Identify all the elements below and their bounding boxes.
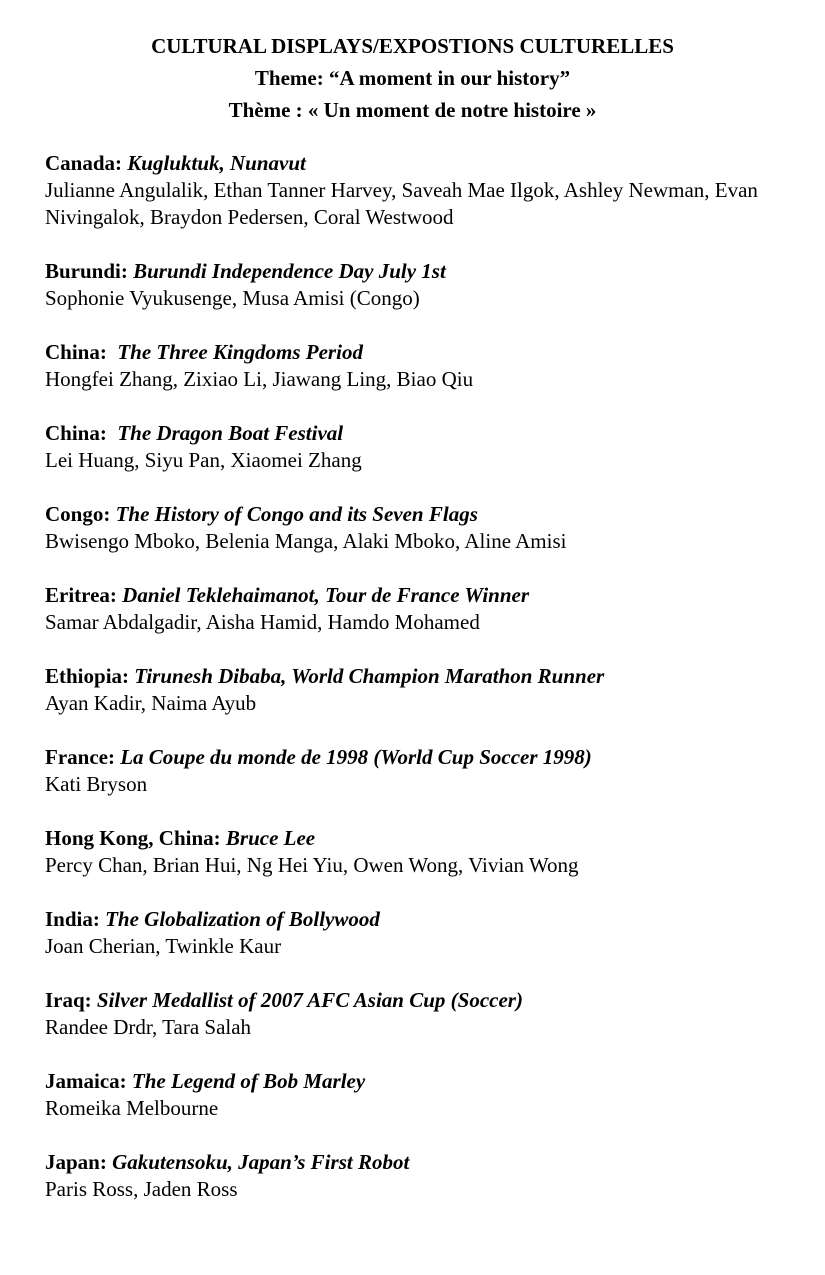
display-entry: [45, 663, 815, 717]
display-entry: [45, 906, 815, 960]
entry-country: Congo:: [45, 502, 116, 526]
display-entry: [45, 420, 815, 474]
page-header: [0, 30, 825, 126]
entry-participants: Sophonie Vyukusenge, Musa Amisi (Congo): [45, 286, 420, 310]
display-entry: [45, 825, 815, 879]
entry-topic: Bruce Lee: [225, 826, 316, 850]
entry-participants: Joan Cherian, Twinkle Kaur: [45, 934, 282, 958]
entry-participants: Romeika Melbourne: [45, 1096, 219, 1120]
display-entry: [45, 258, 815, 312]
entry-heading: [45, 339, 815, 366]
entry-topic: Silver Medallist of 2007 AFC Asian Cup (Soccer): [96, 988, 523, 1012]
page-title: CULTURAL DISPLAYS/EXPOSTIONS CULTURELLES: [151, 34, 674, 58]
entry-heading: [45, 258, 815, 285]
display-entry: [45, 501, 815, 555]
entry-topic: The Legend of Bob Marley: [131, 1069, 366, 1093]
display-entry: [45, 150, 815, 231]
entry-topic: Daniel Teklehaimanot, Tour de France Winner: [122, 583, 530, 607]
entry-topic: Gakutensoku, Japan’s First Robot: [112, 1150, 410, 1174]
entry-topic: Kugluktuk, Nunavut: [127, 151, 306, 175]
entry-heading: [45, 987, 815, 1014]
entry-participants: Ayan Kadir, Naima Ayub: [45, 691, 257, 715]
entry-heading: [45, 744, 815, 771]
entry-participants: Julianne Angulalik, Ethan Tanner Harvey, Saveah Mae Ilgok, Ashley Newman, Evan Nivingalok, Braydon Pedersen, Coral Westwood: [45, 178, 758, 229]
entry-heading: [45, 501, 815, 528]
entry-participants: Bwisengo Mboko, Belenia Manga, Alaki Mboko, Aline Amisi: [45, 529, 567, 553]
entry-participants: Samar Abdalgadir, Aisha Hamid, Hamdo Mohamed: [45, 610, 480, 634]
entry-country: India:: [45, 907, 106, 931]
entry-participants: Hongfei Zhang, Zixiao Li, Jiawang Ling, Biao Qiu: [45, 367, 474, 391]
entry-heading: [45, 663, 815, 690]
entry-topic: The Globalization of Bollywood: [105, 907, 380, 931]
entry-heading: [45, 825, 815, 852]
entry-topic: Burundi Independence Day July 1st: [133, 259, 446, 283]
entry-country: Canada:: [45, 151, 128, 175]
display-entry: [45, 1068, 815, 1122]
entry-country: Japan:: [45, 1150, 113, 1174]
display-entry: [45, 987, 815, 1041]
entry-country: Ethiopia:: [45, 664, 135, 688]
entry-country: Eritrea:: [45, 583, 123, 607]
display-list: [45, 150, 815, 1230]
entry-participants: Paris Ross, Jaden Ross: [45, 1177, 238, 1201]
entry-country: France:: [45, 745, 121, 769]
display-entry: [45, 582, 815, 636]
entry-country: China:: [45, 340, 118, 364]
entry-country: Burundi:: [45, 259, 134, 283]
entry-heading: [45, 906, 815, 933]
entry-participants: Randee Drdr, Tara Salah: [45, 1015, 252, 1039]
entry-topic: The Dragon Boat Festival: [117, 421, 344, 445]
entry-heading: [45, 420, 815, 447]
theme-english: Theme: “A moment in our history”: [254, 66, 571, 90]
entry-topic: The History of Congo and its Seven Flags: [115, 502, 478, 526]
entry-topic: Tirunesh Dibaba, World Champion Marathon Runner: [134, 664, 605, 688]
entry-participants: Percy Chan, Brian Hui, Ng Hei Yiu, Owen Wong, Vivian Wong: [45, 853, 579, 877]
display-entry: [45, 744, 815, 798]
display-entry: [45, 1149, 815, 1203]
entry-participants: Kati Bryson: [45, 772, 148, 796]
entry-heading: [45, 150, 815, 177]
entry-heading: [45, 582, 815, 609]
entry-country: China:: [45, 421, 118, 445]
entry-heading: [45, 1068, 815, 1095]
entry-participants: Lei Huang, Siyu Pan, Xiaomei Zhang: [45, 448, 362, 472]
entry-country: Jamaica:: [45, 1069, 132, 1093]
entry-country: Iraq:: [45, 988, 97, 1012]
entry-topic: La Coupe du monde de 1998 (World Cup Soccer 1998): [120, 745, 592, 769]
display-entry: [45, 339, 815, 393]
entry-heading: [45, 1149, 815, 1176]
theme-french: Thème : « Un moment de notre histoire »: [228, 98, 597, 122]
entry-topic: The Three Kingdoms Period: [117, 340, 363, 364]
entry-country: Hong Kong, China:: [45, 826, 226, 850]
